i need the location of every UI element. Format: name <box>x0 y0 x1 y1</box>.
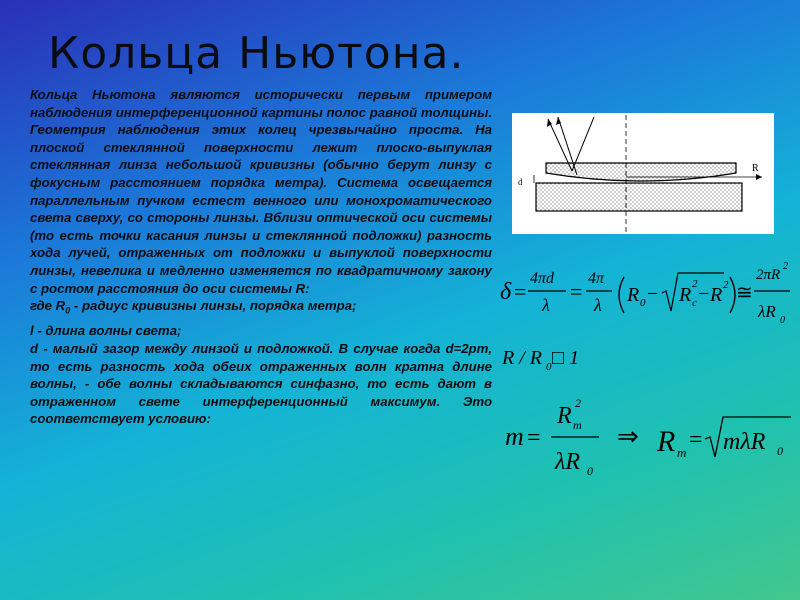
formula-ratio-svg <box>502 340 622 376</box>
delta-rc-sub: c <box>692 297 697 309</box>
body-text <box>30 86 492 428</box>
m-rad: mλR <box>723 429 766 455</box>
delta-rc-sup: 2 <box>692 278 698 290</box>
m-den: λR <box>555 449 581 475</box>
m-rhs: R <box>657 425 676 458</box>
delta-r0: R <box>627 284 640 306</box>
lens-diagram-svg <box>512 113 774 234</box>
delta-paren-right <box>730 277 735 313</box>
formula-path-difference <box>500 255 790 335</box>
ratio-sub: 0 <box>546 361 552 373</box>
delta-t1-den: λ <box>542 295 550 315</box>
delta-t3-num: 2πR <box>756 267 781 283</box>
delta-symbol: δ <box>500 279 512 305</box>
delta-eq-1: = <box>514 279 527 304</box>
slide-title: Кольца Ньютона. <box>48 28 465 79</box>
m-eq: = <box>527 425 541 451</box>
definition-r0-prefix: где R <box>30 298 66 314</box>
m-lhs: m <box>505 422 524 451</box>
formula-ring-condition <box>505 395 795 495</box>
m-arrow: ⇒ <box>617 422 639 451</box>
intro-paragraph: Кольца Ньютона являются исторически первым примером наблюдения интерференционной картины полос равной толщины. Геометрия наблюдения этих колец чрезвычайно проста. На плоской стеклянной поверхности лежит плоско-выпуклая стеклянная линза небольшой кривизны (обычно берут линзу с фокусным расстоянием порядка метра). Система освещается параллельным пучком естест венного или монохроматического света сверху, со стороны линзы. Вблизи оптической оси системы (то есть точки касания линзы и стеклянной подложки) разность хода лучей, отраженных от подложки и выпуклой поверхности линзы, невелика и медленно изменяется по квадратичному закону с ростом расстояния до оси системы R: <box>30 87 492 296</box>
definition-l-text: l - длина волны света; <box>30 323 182 339</box>
lens-diagram <box>512 113 774 234</box>
r-arrow-head <box>756 174 762 180</box>
delta-t3-den-sub: 0 <box>780 315 785 326</box>
formula-path-difference-svg <box>500 255 790 335</box>
delta-rc: R <box>679 284 692 306</box>
m-den-sub: 0 <box>587 464 593 478</box>
delta-t3-sup: 2 <box>783 261 788 272</box>
delta-t2-num: 4π <box>588 270 605 287</box>
m-rhs-eq: = <box>689 427 703 453</box>
delta-approx: ≅ <box>736 282 753 304</box>
definition-r0-sub: 0 <box>65 305 71 316</box>
m-num: R <box>557 403 572 429</box>
delta-r: R <box>710 284 723 306</box>
closing-paragraph: d - малый зазор между линзой и подложкой. В случае когда d=2pm, то есть разность хода обеих отраженных волн кратна длине волны, - обе волны складываются синфазно, то есть дают в отраженном свете интерференционный максимум. Это соответствует условию: <box>30 340 492 427</box>
formula-ratio <box>502 340 622 376</box>
delta-r0-sub: 0 <box>640 297 646 309</box>
ratio-tail: □ 1 <box>552 347 580 369</box>
delta-minus-2: − <box>698 283 710 305</box>
definition-r0 <box>30 297 492 320</box>
m-rhs-sub: m <box>677 445 687 460</box>
m-num-sup: 2 <box>575 396 581 410</box>
label-R: R <box>752 163 759 174</box>
definition-l <box>30 322 492 340</box>
m-num-sub: m <box>573 418 582 432</box>
delta-t2-den: λ <box>594 295 602 315</box>
delta-eq-2: = <box>570 279 583 304</box>
formula-ring-condition-svg <box>505 395 795 495</box>
delta-t3-den: λR <box>758 302 776 321</box>
definition-r0-suffix: - радиус кривизны линзы, порядка метра; <box>70 298 357 314</box>
delta-paren-left <box>619 277 624 313</box>
label-d: d <box>518 177 523 187</box>
glass-plate <box>536 183 742 211</box>
delta-t1-num: 4πd <box>530 270 555 287</box>
ratio-text: R / R <box>502 347 542 369</box>
delta-minus: − <box>647 283 659 305</box>
m-rad-sub: 0 <box>777 444 783 458</box>
delta-r-sup: 2 <box>723 279 729 291</box>
